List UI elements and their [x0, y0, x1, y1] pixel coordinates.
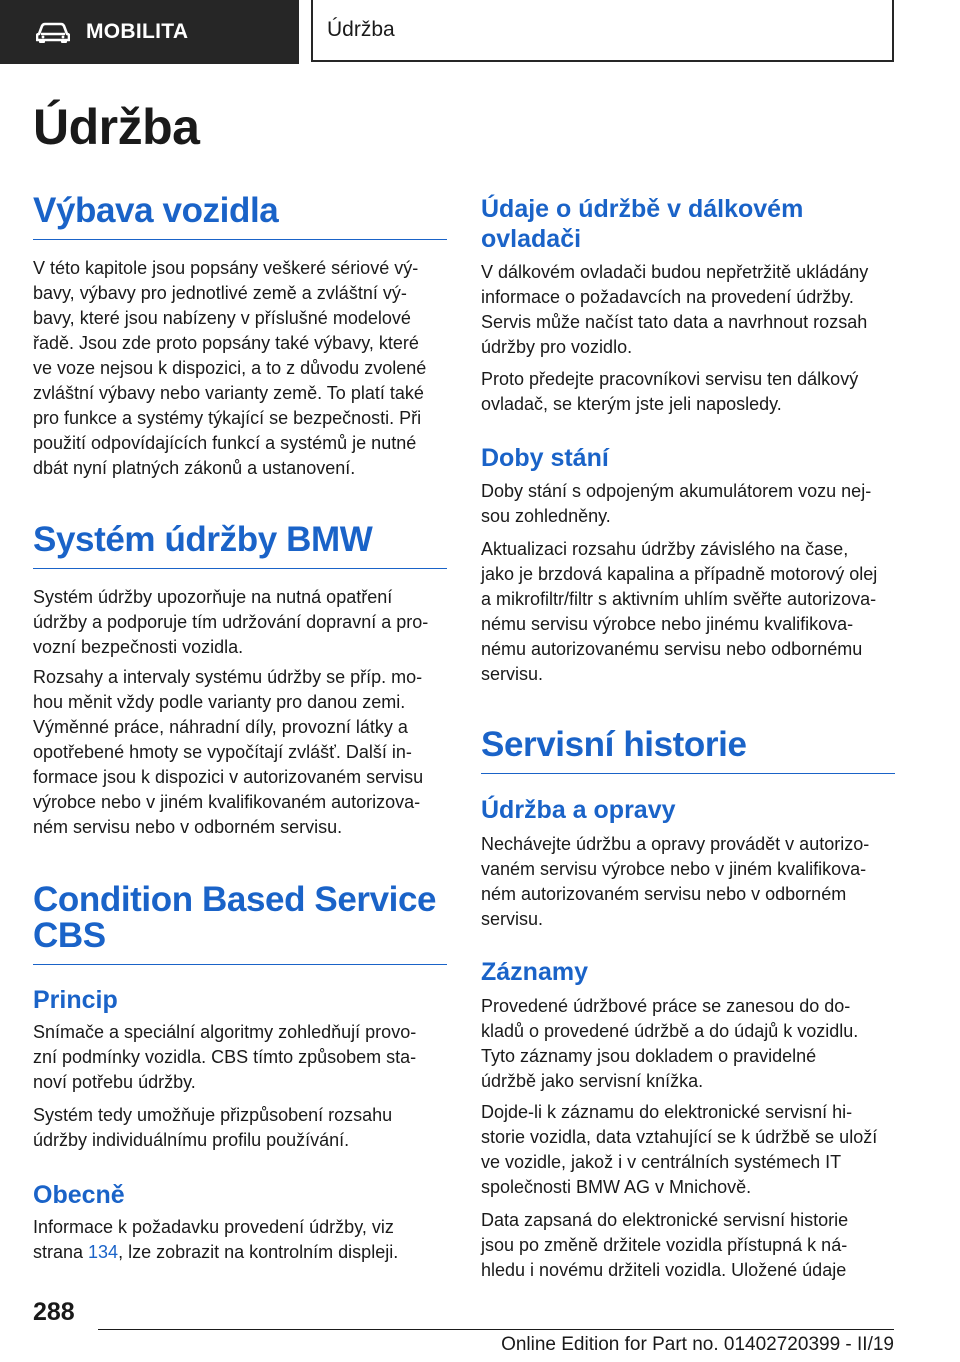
chapter-tab-label: Údržba: [327, 18, 395, 41]
heading-cbs: Condition Based Service CBS: [33, 882, 447, 965]
heading-zaznamy: Záznamy: [481, 958, 588, 986]
page-number: 288: [33, 1298, 75, 1326]
heading-udrzba-opravy: Údržba a opravy: [481, 796, 676, 824]
heading-udaje-dalkovy-ovladac: Údaje o údržbě v dálkovém ovladači: [481, 195, 804, 253]
heading-servisni-historie: Servisní historie: [481, 727, 895, 774]
paragraph-zaznamy-3: Data zapsaná do elektronické servisní historie jsou po změně držitele vozidla přístupná k ná- hledu i novému držiteli vozidla. Uložené údaje: [481, 1210, 849, 1280]
obecne-text-a: Informace k požadavku provedení údržby, viz strana: [33, 1217, 394, 1262]
footer-rule: [98, 1329, 894, 1330]
paragraph-system-2: Rozsahy a intervaly systému údržby se příp. mo- hou měnit vždy podle varianty pro danou zemi. Výměnné práce, náhradní díly, provozní látky a opotřebené hmoty se vypočítají zvlášť. Další in- formace jsou k dispozici v autorizovaném servisu výrobce nebo v jiném kvalifikovaném autorizova- ném servisu nebo v odborném servisu.: [33, 667, 424, 837]
paragraph-vybava: V této kapitole jsou popsány veškeré sériové vý- bavy, výbavy pro jednotlivé země a zvláštní vý- bavy, které jsou nabízeny v příslušné modelové řadě. Jsou zde proto popsány také výbavy, které ve voze nejsou k dispozici, a to z důvodu zvolené zvláštní výbavy nebo varianty země. To platí také pro funkce a systémy týkající se bezpečnosti. Při použití odpovídajících funkcí a systémů je nutné dbát nyní platných zákonů a ustanovení.: [33, 258, 427, 478]
paragraph-udrzba: Nechávejte údržbu a opravy provádět v autorizo- vaném servisu výrobce nebo v jiném kvalifikova- ném autorizovaném servisu nebo v odborném servisu.: [481, 834, 870, 929]
obecne-text-b: , lze zobrazit na kontrolním displeji.: [118, 1242, 399, 1262]
heading-princip: Princip: [33, 986, 118, 1014]
paragraph-udaje-1: V dálkovém ovladači budou nepřetržitě ukládány informace o požadavcích na provedení údržby. Servis může načíst tato data a navrhnout rozsah údržby pro vozidlo.: [481, 262, 869, 357]
paragraph-doby-2: Aktualizaci rozsahu údržby závislého na čase, jako je brzdová kapalina a případně motorový olej a mikrofiltr/filtr s aktivním uhlím svěřte autorizova- nému servisu výrobce nebo jinému kvalifikova- nému autorizovanému servisu nebo odbornému servisu.: [481, 539, 878, 684]
paragraph-princip-2: Systém tedy umožňuje přizpůsobení rozsahu údržby individuálnímu profilu používání.: [33, 1105, 393, 1150]
heading-vybava-vozidla: Výbava vozidla: [33, 193, 447, 240]
paragraph-zaznamy-2: Dojde-li k záznamu do elektronické servisní hi- storie vozidla, data vztahující se k údržbě se uloží ve vozidle, jakož i v centrálních systémech IT společnosti BMW AG v Mnichově.: [481, 1102, 878, 1197]
paragraph-zaznamy-1: Provedené údržbové práce se zanesou do do- kladů o provedené údržbě a do údajů k vozidlu. Tyto záznamy jsou dokladem o pravidelné údržbě jako servisní knížka.: [481, 996, 859, 1091]
page-title: Údržba: [33, 99, 200, 155]
section-tab-label: MOBILITA: [86, 20, 189, 43]
heading-obecne: Obecně: [33, 1181, 125, 1209]
page-link-134[interactable]: 134: [88, 1242, 119, 1262]
paragraph-system-1: Systém údržby upozorňuje na nutná opatření údržby a podporuje tím udržování dopravní a pro- vozní bezpečnosti vozidla.: [33, 587, 429, 657]
heading-doby-stani: Doby stání: [481, 444, 609, 472]
paragraph-doby-1: Doby stání s odpojeným akumulátorem vozu nej- sou zohledněny.: [481, 481, 872, 526]
section-tab: [0, 0, 299, 64]
paragraph-princip-1: Snímače a speciální algoritmy zohledňují provo- zní podmínky vozidla. CBS tímto způsobem sta- noví potřebu údržby.: [33, 1022, 417, 1092]
car-icon: [36, 21, 70, 43]
paragraph-obecne: [33, 1215, 447, 1265]
chapter-tab: [311, 0, 894, 62]
heading-system-udrzby: Systém údržby BMW: [33, 522, 447, 569]
paragraph-udaje-2: Proto předejte pracovníkovi servisu ten dálkový ovladač, se kterým jste jeli naposledy.: [481, 369, 859, 414]
edition-footer: Online Edition for Part no. 01402720399 - II/19: [501, 1334, 894, 1355]
